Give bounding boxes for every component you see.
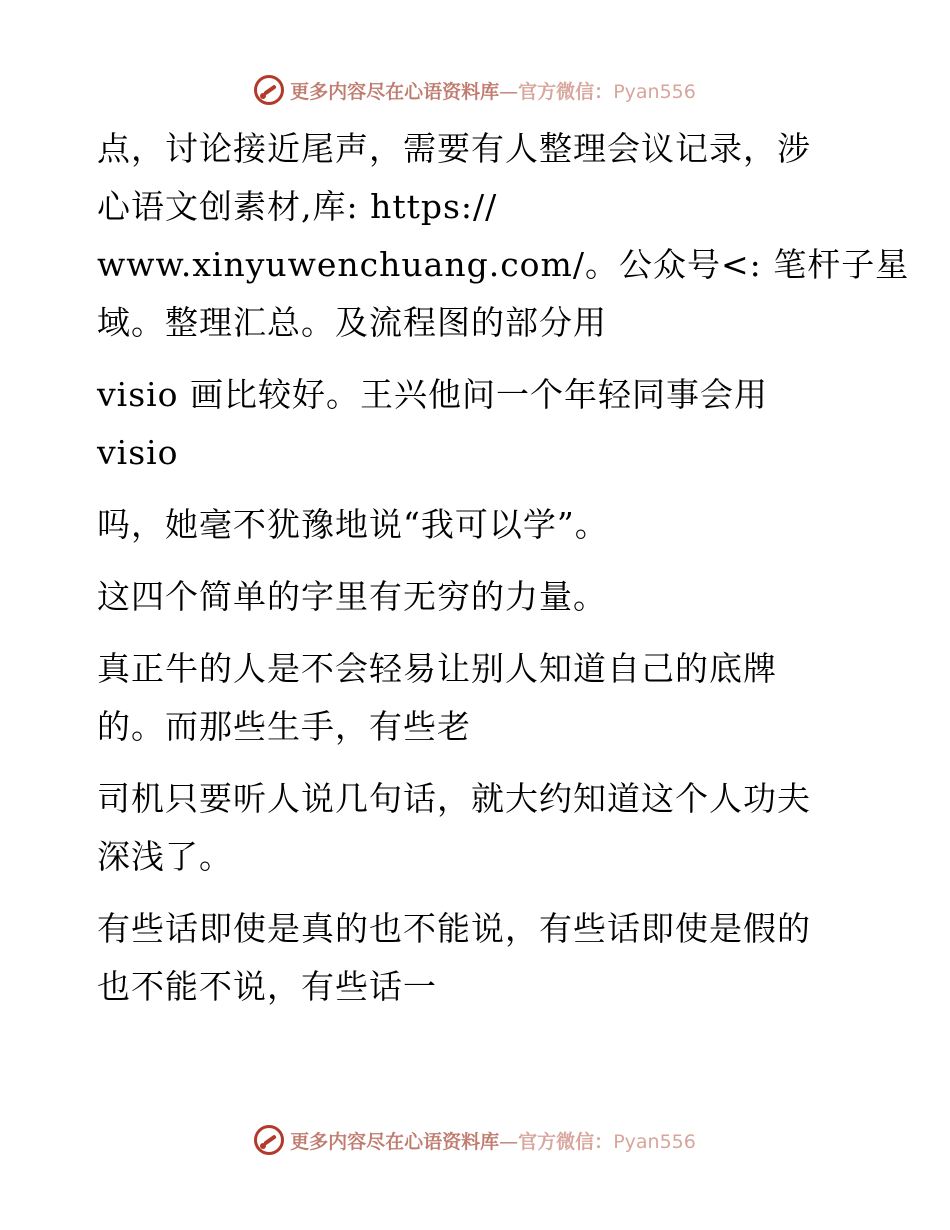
- text-line: 有些话即使是真的也不能说，有些话即使是假的: [97, 909, 811, 948]
- document-body: [97, 120, 910, 1016]
- watermark-brand: 更多内容尽在心语资料库: [290, 1130, 500, 1153]
- text-line: visio 画比较好。王兴他问一个年轻同事会用: [97, 375, 769, 414]
- footer-watermark: [0, 1120, 950, 1160]
- text-line: www.xinyuwenchuang.com/。公众号<: 笔杆子星: [97, 245, 910, 284]
- watermark-text: [290, 1127, 696, 1154]
- watermark-dash: —: [499, 80, 519, 103]
- pen-logo-icon: [254, 75, 284, 105]
- text-line: 真正牛的人是不会轻易让别人知道自己的底牌: [97, 649, 777, 688]
- watermark-official: 官方微信：: [518, 80, 614, 103]
- text-line: 也不能不说，有些话一: [97, 967, 437, 1006]
- watermark-official: 官方微信：: [518, 1130, 614, 1153]
- text-line: 吗，她毫不犹豫地说“我可以学”。: [97, 505, 609, 544]
- watermark-text: [290, 77, 696, 104]
- header-watermark: [0, 70, 950, 110]
- pen-logo-icon: [254, 1125, 284, 1155]
- text-line: 深浅了。: [97, 837, 233, 876]
- text-line: visio: [97, 433, 179, 472]
- watermark-account: Pyan556: [613, 80, 696, 103]
- text-line: 的。而那些生手，有些老: [97, 707, 471, 746]
- text-line: 域。整理汇总。及流程图的部分用: [97, 303, 607, 342]
- watermark-brand: 更多内容尽在心语资料库: [290, 80, 500, 103]
- text-line: 点，讨论接近尾声，需要有人整理会议记录，涉: [97, 129, 811, 168]
- text-line: 司机只要听人说几句话，就大约知道这个人功夫: [97, 779, 811, 818]
- watermark-dash: —: [499, 1130, 519, 1153]
- text-line: 这四个简单的字里有无穷的力量。: [97, 577, 607, 616]
- watermark-account: Pyan556: [613, 1130, 696, 1153]
- text-line: 心语文创素材,库: https://: [97, 187, 498, 226]
